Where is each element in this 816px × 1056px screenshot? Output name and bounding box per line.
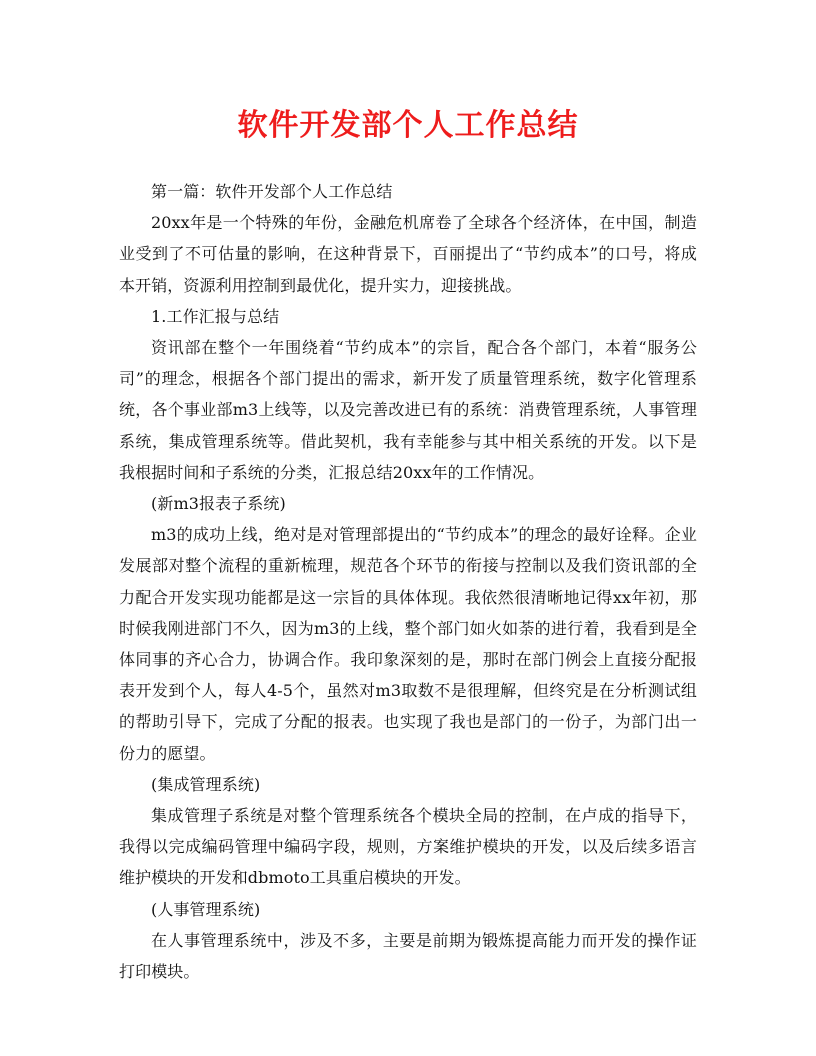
document-title: 软件开发部个人工作总结 <box>237 108 579 143</box>
subsection-heading: (新m3报表子系统) <box>151 494 286 514</box>
subsection-heading: 1.工作汇报与总结 <box>151 306 280 326</box>
subsection-heading: (集成管理系统) <box>151 774 261 794</box>
paragraph: 在人事管理系统中，涉及不多，主要是前期为锻炼提高能力而开发的操作证打印模块。 <box>119 930 697 982</box>
paragraph: 集成管理子系统是对整个管理系统各个模块全局的控制，在卢成的指导下，我得以完成编码管理中编码字段，规则，方案维护模块的开发，以及后续多语言维护模块的开发和dbmoto工具重启模块的开发。 <box>119 806 697 888</box>
subsection-heading: (人事管理系统) <box>151 899 261 919</box>
paragraph: 20xx年是一个特殊的年份，金融危机席卷了全球各个经济体，在中国，制造业受到了不可估量的影响，在这种背景下，百丽提出了“节约成本”的口号，将成本开销，资源利用控制到最优化，提升实力，迎接挑战。 <box>119 213 697 295</box>
paragraph: m3的成功上线，绝对是对管理部提出的“节约成本”的理念的最好诠释。企业发展部对整个流程的重新梳理，规范各个环节的衔接与控制以及我们资讯部的全力配合开发实现功能都是这一宗旨的具体体现。我依然很清晰地记得xx年初，那时候我刚进部门不久，因为m3的上线，整个部门如火如荼的进行着，我看到是全体同事的齐心合力，协调合作。我印象深刻的是，那时在部门例会上直接分配报表开发到个人，每人4-5个，虽然对m3取数不是很理解，但终究是在分析测试组的帮助引导下，完成了分配的报表。也实现了我也是部门的一份子，为部门出一份力的愿望。 <box>119 525 697 763</box>
document-body <box>119 176 697 987</box>
section-heading: 第一篇：软件开发部个人工作总结 <box>151 182 393 201</box>
paragraph: 资讯部在整个一年围绕着“节约成本”的宗旨，配合各个部门，本着“服务公司”的理念，根据各个部门提出的需求，新开发了质量管理系统，数字化管理系统，各个事业部m3上线等，以及完善改进已有的系统：消费管理系统，人事管理系统，集成管理系统等。借此契机，我有幸能参与其中相关系统的开发。以下是我根据时间和子系统的分类，汇报总结20xx年的工作情况。 <box>119 338 697 482</box>
